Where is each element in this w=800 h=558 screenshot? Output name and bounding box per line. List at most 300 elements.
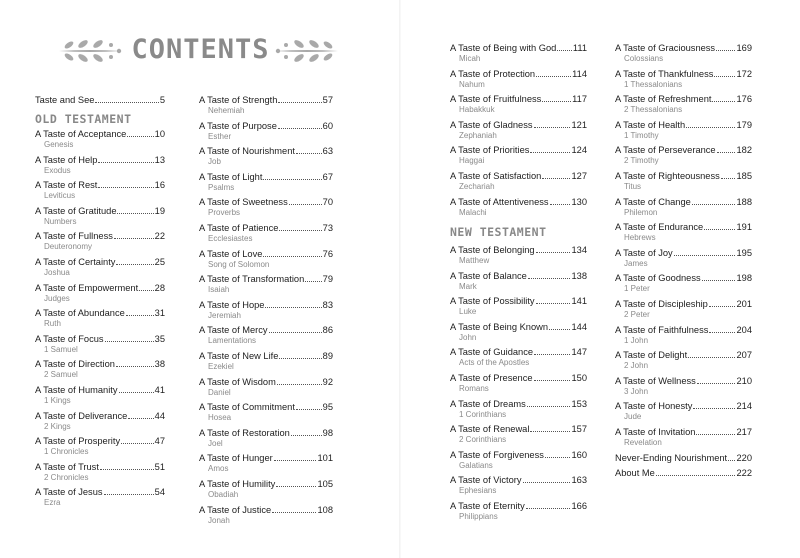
- section-heading: OLD TESTAMENT: [35, 112, 132, 126]
- entry-page-number: 22: [154, 231, 165, 242]
- toc-entry[interactable]: [615, 400, 752, 422]
- entry-page-number: 98: [322, 427, 333, 438]
- entry-page-number: 19: [154, 205, 165, 216]
- toc-entry[interactable]: [615, 42, 752, 64]
- entry-title: A Taste of Gladness: [450, 119, 533, 130]
- entry-page-number: 188: [736, 196, 752, 207]
- entry-title: A Taste of Change: [615, 196, 691, 207]
- toc-entry[interactable]: [450, 449, 587, 471]
- toc-entry[interactable]: [615, 119, 752, 141]
- toc-entry[interactable]: [199, 299, 333, 321]
- entry-page-number: 92: [322, 376, 333, 387]
- entry-page-number: 95: [322, 402, 333, 413]
- entry-title: A Taste of Balance: [450, 270, 527, 281]
- toc-entry[interactable]: [199, 171, 333, 193]
- entry-title: A Taste of Possibility: [450, 296, 535, 307]
- entry-title: A Taste of Hope: [199, 299, 265, 310]
- toc-entry[interactable]: [615, 93, 752, 115]
- toc-entry[interactable]: [615, 68, 752, 90]
- entry-title: A Taste of Restoration: [199, 427, 290, 438]
- toc-entry[interactable]: [199, 452, 333, 474]
- entry-title: A Taste of Being Known: [450, 321, 549, 332]
- toc-entry[interactable]: [450, 474, 587, 496]
- contents-header: [50, 32, 350, 68]
- entry-book-name: 2 John: [624, 361, 649, 371]
- entry-book-name: Ezra: [44, 498, 61, 508]
- entry-page-number: 114: [572, 68, 587, 79]
- entry-book-name: Obadiah: [208, 490, 239, 499]
- toc-entry[interactable]: [450, 398, 587, 420]
- toc-entry[interactable]: [35, 282, 165, 304]
- entry-book-name: 2 Thessalonians: [624, 105, 683, 115]
- toc-entry[interactable]: [199, 504, 333, 526]
- entry-title: A Taste of Health: [615, 119, 686, 130]
- toc-entry[interactable]: [450, 93, 587, 115]
- dot-leader: [693, 400, 735, 409]
- entry-book-name: Romans: [459, 384, 489, 393]
- dot-leader: [717, 144, 736, 153]
- toc-entry[interactable]: [35, 256, 165, 278]
- dot-leader: [656, 467, 736, 476]
- entry-page-number: 54: [154, 487, 165, 498]
- entry-page-number: 86: [322, 325, 333, 336]
- entry-title: A Taste of Rest: [35, 180, 98, 191]
- dot-leader: [263, 171, 321, 180]
- entry-page-number: 153: [571, 398, 587, 409]
- entry-book-name: 1 Chronicles: [44, 447, 89, 457]
- entry-page-number: 222: [736, 467, 752, 478]
- entry-book-name: Habakkuk: [459, 105, 495, 115]
- contents-title: CONTENTS: [131, 34, 270, 65]
- toc-entry[interactable]: [199, 145, 333, 167]
- entry-title: A Taste of Perseverance: [615, 145, 716, 156]
- entry-title: A Taste of Forgiveness: [450, 449, 544, 460]
- entry-title: Never-Ending Nourishment: [615, 452, 728, 463]
- entry-title: A Taste of Eternity: [450, 501, 525, 511]
- dot-leader: [696, 426, 735, 435]
- entry-page-number: 47: [154, 436, 165, 447]
- dot-leader: [289, 196, 322, 205]
- entry-title: A Taste of Guidance: [450, 347, 534, 358]
- entry-book-name: 1 Corinthians: [459, 409, 507, 419]
- dot-leader: [279, 350, 321, 359]
- dot-leader: [128, 410, 153, 419]
- entry-book-name: Ezekiel: [208, 362, 234, 371]
- entry-title: A Taste of Goodness: [615, 273, 701, 284]
- toc-entry[interactable]: [450, 119, 587, 141]
- entry-book-name: James: [624, 258, 648, 268]
- dot-leader: [702, 272, 736, 281]
- dot-leader: [542, 170, 570, 179]
- toc-entry[interactable]: [450, 144, 587, 166]
- toc-entry[interactable]: [615, 272, 752, 294]
- entry-page-number: 124: [571, 145, 587, 156]
- toc-entry[interactable]: [35, 205, 165, 227]
- entry-page-number: 13: [154, 154, 165, 165]
- entry-title: A Taste of Deliverance: [35, 410, 128, 421]
- toc-entry[interactable]: [35, 410, 165, 432]
- entry-page-number: 28: [154, 282, 165, 293]
- entry-title: A Taste of Help: [35, 154, 98, 165]
- leaf-sprig-icon: [55, 36, 125, 66]
- entry-title: A Taste of Focus: [35, 333, 104, 344]
- toc-entry[interactable]: [199, 222, 333, 244]
- entry-book-name: 1 Timothy: [624, 130, 659, 140]
- toc-entry[interactable]: [450, 423, 587, 445]
- entry-page-number: 111: [572, 43, 587, 53]
- dot-leader: [523, 474, 571, 483]
- dot-leader: [528, 270, 571, 279]
- section-heading: NEW TESTAMENT: [450, 225, 547, 239]
- dot-leader: [536, 244, 571, 253]
- entry-page-number: 31: [154, 308, 165, 319]
- entry-title: Taste and See: [35, 95, 95, 105]
- dot-leader: [116, 358, 154, 367]
- entry-book-name: Zephaniah: [459, 130, 497, 140]
- dot-leader: [721, 170, 736, 179]
- entry-book-name: Revelation: [624, 438, 662, 447]
- entry-title: A Taste of Abundance: [35, 308, 125, 319]
- entry-book-name: Ecclesiastes: [208, 234, 253, 243]
- entry-book-name: Genesis: [44, 140, 74, 149]
- entry-title: A Taste of Acceptance: [35, 129, 127, 139]
- toc-entry[interactable]: [35, 358, 165, 380]
- entry-title: A Taste of Hunger: [199, 453, 273, 464]
- dot-leader: [278, 94, 321, 103]
- toc-entry[interactable]: [35, 94, 165, 106]
- toc-entry[interactable]: [615, 144, 752, 166]
- toc-entry[interactable]: [615, 298, 752, 320]
- entry-title: A Taste of Direction: [35, 359, 115, 370]
- entry-book-name: Philippians: [459, 512, 498, 521]
- entry-book-name: Nahum: [459, 79, 485, 89]
- toc-entry[interactable]: [35, 307, 165, 329]
- dot-leader: [692, 196, 736, 205]
- toc-entry[interactable]: [450, 346, 587, 368]
- entry-book-name: Isaiah: [208, 285, 230, 295]
- toc-entry[interactable]: [450, 244, 587, 266]
- entry-page-number: 51: [154, 461, 165, 472]
- entry-book-name: 2 Corinthians: [459, 435, 507, 445]
- entry-book-name: Ruth: [44, 319, 61, 329]
- entry-page-number: 191: [736, 222, 752, 233]
- dot-leader: [272, 504, 316, 513]
- entry-title: A Taste of Thankfulness: [615, 68, 714, 79]
- toc-entry[interactable]: [615, 221, 752, 243]
- entry-page-number: 5: [159, 95, 165, 105]
- dot-leader: [704, 221, 735, 230]
- entry-book-name: Jeremiah: [208, 310, 241, 320]
- entry-book-name: Luke: [459, 307, 477, 317]
- entry-page-number: 41: [154, 385, 165, 395]
- entry-page-number: 169: [736, 43, 752, 53]
- dot-leader: [674, 247, 736, 256]
- toc-entry[interactable]: [35, 435, 165, 457]
- entry-book-name: 2 Peter: [624, 310, 650, 319]
- dot-leader: [269, 324, 322, 333]
- toc-entry[interactable]: [199, 324, 333, 346]
- entry-page-number: 210: [736, 375, 752, 386]
- toc-entry[interactable]: [35, 384, 165, 406]
- toc-entry[interactable]: [450, 295, 587, 317]
- toc-entry[interactable]: [615, 324, 752, 346]
- dot-leader: [104, 486, 154, 495]
- entry-book-name: Exodus: [44, 165, 71, 175]
- entry-book-name: Psalms: [208, 182, 235, 192]
- entry-title: A Taste of Graciousness: [615, 43, 716, 53]
- entry-book-name: Acts of the Apostles: [459, 358, 530, 368]
- entry-book-name: 2 Chronicles: [44, 472, 89, 482]
- toc-entry[interactable]: [450, 68, 587, 90]
- entry-page-number: 73: [322, 223, 333, 233]
- entry-page-number: 63: [322, 146, 333, 157]
- toc-entry[interactable]: [35, 128, 165, 150]
- entry-title: A Taste of Trust: [35, 461, 99, 472]
- toc-entry[interactable]: [615, 196, 752, 218]
- entry-page-number: 166: [571, 501, 587, 511]
- entry-title: A Taste of Certainty: [35, 257, 116, 267]
- toc-entry[interactable]: [199, 196, 333, 218]
- entry-book-name: John: [459, 332, 477, 342]
- toc-entry[interactable]: [615, 375, 752, 397]
- toc-entry[interactable]: [450, 170, 587, 192]
- entry-title: A Taste of Gratitude: [35, 205, 117, 216]
- toc-entry[interactable]: [450, 500, 587, 522]
- dot-leader: [542, 93, 571, 102]
- dot-leader: [121, 435, 154, 444]
- dot-leader: [536, 68, 571, 77]
- dot-leader: [296, 145, 322, 154]
- entry-page-number: 214: [736, 401, 752, 412]
- dot-leader: [265, 299, 321, 308]
- toc-entry[interactable]: [199, 376, 333, 398]
- dot-leader: [549, 321, 570, 330]
- entry-title: A Taste of Wisdom: [199, 376, 276, 387]
- toc-entry[interactable]: [615, 467, 752, 479]
- entry-book-name: Deuteronomy: [44, 242, 93, 252]
- entry-title: A Taste of Renewal: [450, 424, 530, 435]
- dot-leader: [116, 256, 153, 265]
- entry-book-name: Numbers: [44, 216, 77, 226]
- toc-entry[interactable]: [35, 461, 165, 483]
- entry-title: A Taste of Humanity: [35, 385, 118, 395]
- dot-leader: [550, 196, 571, 205]
- entry-book-name: Joshua: [44, 268, 70, 277]
- dot-leader: [100, 461, 154, 470]
- entry-page-number: 117: [572, 94, 587, 105]
- toc-entry[interactable]: [35, 154, 165, 176]
- entry-page-number: 127: [571, 171, 587, 181]
- dot-leader: [126, 307, 154, 316]
- entry-page-number: 160: [571, 449, 587, 460]
- dot-leader: [709, 298, 736, 307]
- dot-leader: [114, 230, 154, 239]
- toc-entry[interactable]: [199, 401, 333, 423]
- dot-leader: [716, 42, 735, 51]
- entry-page-number: 176: [736, 94, 752, 105]
- entry-page-number: 150: [571, 373, 587, 383]
- entry-book-name: 2 Timothy: [624, 156, 659, 166]
- entry-page-number: 83: [322, 299, 333, 310]
- toc-entry[interactable]: [450, 196, 587, 218]
- toc-entry[interactable]: [450, 42, 587, 64]
- entry-title: A Taste of Refreshment: [615, 94, 712, 105]
- entry-book-name: 1 Thessalonians: [624, 79, 683, 89]
- entry-page-number: 198: [736, 273, 752, 284]
- entry-book-name: Matthew: [459, 256, 490, 265]
- toc-entry[interactable]: [615, 426, 752, 448]
- toc-entry[interactable]: [199, 94, 333, 116]
- entry-page-number: 207: [736, 350, 752, 361]
- entry-title: A Taste of Belonging: [450, 245, 535, 255]
- entry-page-number: 144: [571, 321, 587, 332]
- dot-leader: [712, 93, 735, 102]
- dot-leader: [534, 119, 571, 128]
- entry-page-number: 67: [322, 171, 333, 182]
- toc-entry[interactable]: [199, 350, 333, 372]
- entry-title: A Taste of Purpose: [199, 120, 277, 131]
- entry-page-number: 141: [571, 296, 587, 307]
- entry-book-name: Haggai: [459, 156, 485, 166]
- entry-page-number: 217: [736, 427, 752, 437]
- entry-book-name: 1 Peter: [624, 284, 650, 294]
- dot-leader: [98, 154, 153, 163]
- toc-entry[interactable]: [450, 270, 587, 292]
- entry-book-name: Malachi: [459, 207, 487, 217]
- entry-page-number: 185: [736, 171, 752, 181]
- dot-leader: [139, 282, 153, 291]
- dot-leader: [263, 248, 321, 257]
- dot-leader: [105, 333, 154, 342]
- entry-book-name: Zechariah: [459, 182, 495, 191]
- entry-book-name: 3 John: [624, 386, 649, 396]
- entry-book-name: 2 Samuel: [44, 370, 78, 380]
- toc-entry[interactable]: [35, 486, 165, 508]
- dot-leader: [278, 120, 322, 129]
- entry-book-name: 2 Kings: [44, 421, 71, 431]
- entry-title: A Taste of Justice: [199, 504, 272, 515]
- toc-entry[interactable]: [199, 427, 333, 449]
- toc-entry[interactable]: [615, 452, 752, 464]
- entry-page-number: 57: [322, 95, 333, 105]
- toc-entry[interactable]: [615, 247, 752, 269]
- entry-title: A Taste of Light: [199, 171, 263, 182]
- entry-title: A Taste of Endurance: [615, 222, 704, 233]
- entry-title: A Taste of New Life: [199, 351, 279, 361]
- dot-leader: [305, 273, 321, 282]
- entry-book-name: Job: [208, 157, 221, 167]
- dot-leader: [697, 375, 736, 384]
- dot-leader: [714, 68, 735, 77]
- entry-book-name: Leviticus: [44, 191, 76, 201]
- leaf-sprig-icon: [272, 36, 342, 66]
- entry-book-name: Daniel: [208, 387, 231, 397]
- entry-title: A Taste of Sweetness: [199, 197, 288, 208]
- entry-book-name: 1 Samuel: [44, 344, 78, 354]
- entry-book-name: Amos: [208, 464, 229, 474]
- dot-leader: [686, 119, 735, 128]
- toc-entry[interactable]: [35, 179, 165, 201]
- entry-title: A Taste of Love: [199, 248, 263, 259]
- entry-title: A Taste of Dreams: [450, 398, 526, 409]
- dot-leader: [279, 222, 321, 231]
- entry-title: A Taste of Victory: [450, 475, 522, 486]
- entry-title: A Taste of Joy: [615, 247, 673, 258]
- entry-page-number: 182: [736, 145, 752, 156]
- toc-entry[interactable]: [450, 321, 587, 343]
- toc-entry[interactable]: [450, 372, 587, 394]
- dot-leader: [534, 346, 570, 355]
- entry-page-number: 172: [736, 68, 752, 79]
- toc-entry[interactable]: [615, 349, 752, 371]
- dot-leader: [296, 401, 322, 410]
- entry-page-number: 108: [317, 504, 333, 515]
- toc-entry[interactable]: [199, 248, 333, 270]
- entry-page-number: 76: [322, 248, 333, 259]
- entry-page-number: 89: [322, 351, 333, 361]
- dot-leader: [709, 324, 735, 333]
- entry-book-name: 1 Kings: [44, 396, 71, 405]
- entry-page-number: 16: [154, 180, 165, 191]
- entry-title: A Taste of Mercy: [199, 325, 268, 336]
- entry-page-number: 105: [317, 479, 333, 489]
- entry-book-name: Lamentations: [208, 336, 257, 346]
- toc-entry[interactable]: [35, 333, 165, 355]
- dot-leader: [127, 128, 153, 137]
- entry-title: A Taste of Patience: [199, 223, 279, 233]
- entry-book-name: Nehemiah: [208, 106, 245, 115]
- dot-leader: [688, 349, 735, 358]
- entry-page-number: 35: [154, 333, 165, 344]
- entry-title: A Taste of Faithfulness: [615, 324, 709, 335]
- toc-entry[interactable]: [199, 478, 333, 500]
- entry-page-number: 138: [571, 270, 587, 281]
- dot-leader: [536, 295, 571, 304]
- dot-leader: [277, 376, 322, 385]
- toc-entry[interactable]: [35, 230, 165, 252]
- entry-page-number: 101: [317, 453, 333, 464]
- toc-entry[interactable]: [199, 273, 333, 295]
- entry-title: A Taste of Presence: [450, 373, 533, 383]
- entry-title: A Taste of Fruitfulness: [450, 94, 542, 105]
- entry-book-name: Philemon: [624, 207, 658, 217]
- entry-title: A Taste of Priorities: [450, 145, 530, 156]
- entry-title: A Taste of Fullness: [35, 231, 113, 242]
- entry-page-number: 163: [571, 475, 587, 486]
- entry-page-number: 25: [154, 257, 165, 267]
- entry-book-name: Esther: [208, 131, 232, 141]
- entry-page-number: 134: [571, 245, 587, 255]
- entry-title: A Taste of Delight: [615, 350, 688, 361]
- entry-page-number: 121: [571, 119, 587, 130]
- entry-book-name: Ephesians: [459, 486, 497, 496]
- entry-page-number: 157: [571, 424, 587, 435]
- right-page: [400, 0, 800, 558]
- toc-entry[interactable]: [199, 120, 333, 142]
- entry-book-name: Proverbs: [208, 208, 241, 218]
- entry-page-number: 147: [571, 347, 587, 358]
- dot-leader: [530, 423, 570, 432]
- dot-leader: [274, 452, 317, 461]
- entry-page-number: 179: [736, 119, 752, 130]
- entry-title: A Taste of Empowerment: [35, 282, 139, 293]
- toc-entry[interactable]: [615, 170, 752, 192]
- dot-leader: [557, 42, 572, 51]
- entry-title: A Taste of Attentiveness: [450, 196, 549, 207]
- entry-book-name: Judges: [44, 293, 70, 303]
- entry-book-name: Song of Solomon: [208, 259, 270, 269]
- entry-title: A Taste of Jesus: [35, 487, 103, 498]
